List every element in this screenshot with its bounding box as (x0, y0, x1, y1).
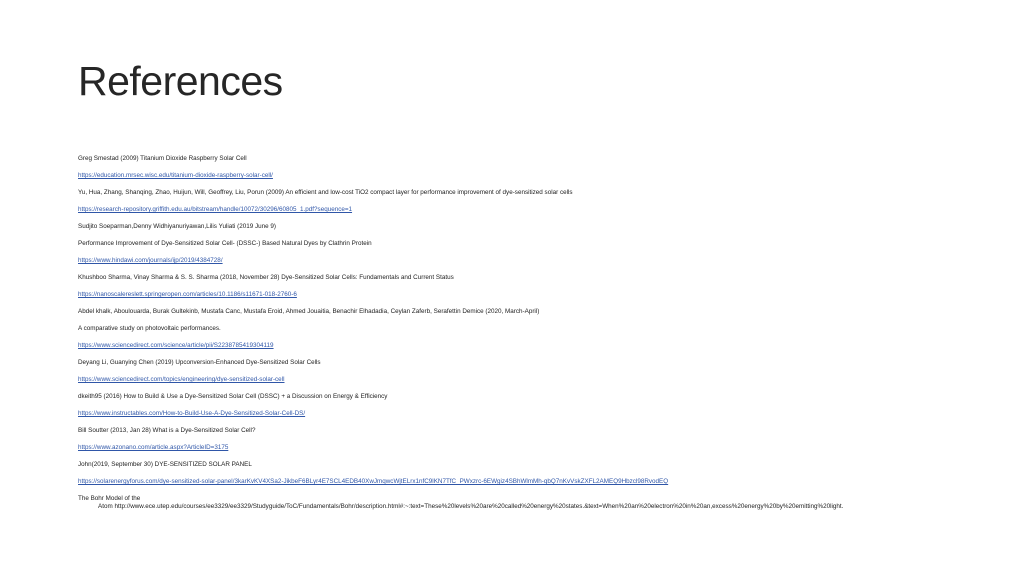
reference-text: The Bohr Model of the (78, 495, 141, 502)
reference-text: Atom http://www.ece.utep.edu/courses/ee3329/ee3329/Studyguide/ToC/Fundamentals/Bohr/description.html#:~:text=These%20levels%20are%20called%20energy%20states.&text=When%20an%20electron%20in%20an,excess%20energy%20by%20emitting%20light. (98, 503, 844, 510)
reference-text: Greg Smestad (2009) Titanium Dioxide Raspberry Solar Cell (78, 155, 247, 162)
reference-link[interactable]: https://research-repository.griffith.edu.au/bitstream/handle/10072/30296/60805_1.pdf?sequence=1 (78, 206, 353, 213)
reference-text: Bill Soutter (2013, Jan 28) What is a Dye-Sensitized Solar Cell? (78, 427, 256, 434)
reference-link[interactable]: https://education.mrsec.wisc.edu/titanium-dioxide-raspberry-solar-cell/ (78, 172, 273, 179)
reference-text: A comparative study on photovoltaic performances. (78, 325, 221, 332)
reference-text: dkeith95 (2016) How to Build & Use a Dye-Sensitized Solar Cell (DSSC) + a Discussion on Energy & Efficiency (78, 393, 388, 400)
reference-link[interactable]: https://nanoscalereslett.springeropen.com/articles/10.1186/s11671-018-2760-6 (78, 291, 297, 298)
slide-title: References (78, 58, 283, 104)
reference-text: Abdel khalk, Aboulouarda, Burak Gultekinb, Mustafa Canc, Mustafa Eroid, Ahmed Jouaitia, Benachir Elhadadia, Ceylan Zaferb, Serafettin Demice (2020, March-April) (78, 308, 540, 315)
reference-link[interactable]: https://www.sciencedirect.com/topics/engineering/dye-sensitized-solar-cell (78, 376, 285, 383)
reference-text: John(2019, September 30) DYE-SENSITIZED SOLAR PANEL (78, 461, 252, 468)
reference-text: Performance Improvement of Dye-Sensitized Solar Cell- (DSSC-) Based Natural Dyes by Clathrin Protein (78, 240, 372, 247)
reference-text: Yu, Hua, Zhang, Shanqing, Zhao, Huijun, Will, Geoffrey, Liu, Porun (2009) An efficient and low-cost TiO2 compact layer for performance improvement of dye-sensitized solar cells (78, 189, 573, 196)
references-list (78, 155, 978, 511)
reference-link[interactable]: https://www.azonano.com/article.aspx?ArticleID=3175 (78, 444, 229, 451)
reference-link[interactable]: https://solarenergyforus.com/dye-sensitized-solar-panel/3karKvKV4XSa2-JikbeF6BLyr4E7SCL4EDB40XwJmqwcWjtELrx1nfC9lKN7TfC_PWxzrc-6EWgiz4SBhWlmMh-qbQ7nKvVskZXFL2AMEQ9Hbzcl98RvodEQ (78, 478, 669, 485)
reference-link[interactable]: https://www.hindawi.com/journals/ijp/2019/4384728/ (78, 257, 223, 264)
reference-text: Sudjito Soeparman,Denny Widhiyanuriyawan,Lilis Yuliati (2019 June 9) (78, 223, 276, 230)
reference-text: Deyang Li, Guanying Chen (2019) Upconversion-Enhanced Dye-Sensitized Solar Cells (78, 359, 321, 366)
reference-text: Khushboo Sharma, Vinay Sharma & S. S. Sharma (2018, November 28) Dye-Sensitized Solar Cells: Fundamentals and Current Status (78, 274, 454, 281)
reference-link[interactable]: https://www.instructables.com/How-to-Build-Use-A-Dye-Sensitized-Solar-Cell-DS/ (78, 410, 306, 417)
reference-bohr-model (78, 495, 978, 511)
reference-link[interactable]: https://www.sciencedirect.com/science/article/pii/S2238785419304119 (78, 342, 274, 349)
